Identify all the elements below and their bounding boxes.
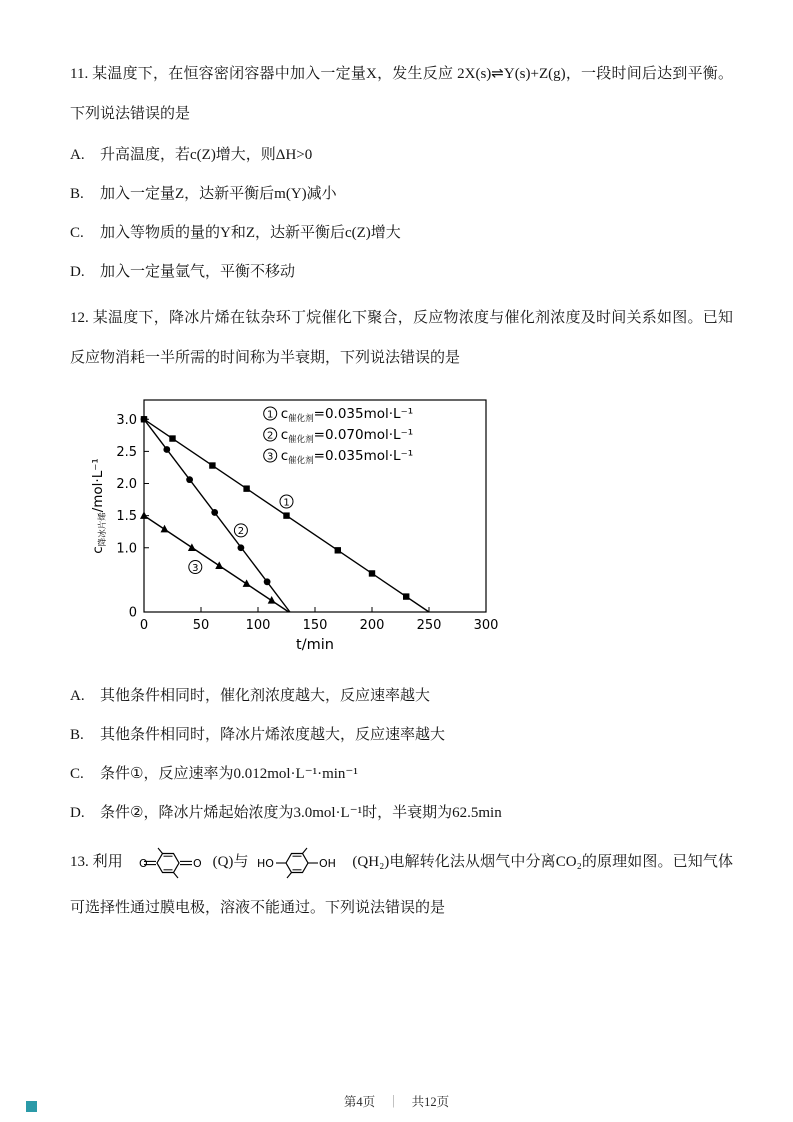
question-11-option-b xyxy=(70,175,733,214)
svg-text:c催化剂=0.035mol·L⁻¹: $c_{催化剂}=0.035mol\cdot L^{-1}$ xyxy=(280,406,414,424)
hydroquinone-structure xyxy=(255,845,347,881)
option-letter: D. xyxy=(70,805,85,821)
quinone-structure xyxy=(129,845,207,881)
question-13-text-end: (QH₂)电解转化法从烟气中分离CO₂的原理如图。已知气体可选择性通过膜电极，溶液不能通过。下列说法错误的是 xyxy=(70,854,733,916)
svg-text:2: 2 xyxy=(237,526,245,538)
option-letter: B. xyxy=(70,727,84,743)
svg-text:c降冰片烯/mol·L⁻¹: $c_{降冰片烯}/mol\cdot L^{-1}$ xyxy=(90,458,108,554)
svg-text:0: 0 xyxy=(128,605,137,621)
quinone-o-right-label: O xyxy=(192,856,202,870)
question-12-options xyxy=(70,677,733,833)
quinone-methyl-bond xyxy=(173,872,178,878)
svg-text:1: 1 xyxy=(267,409,274,421)
option-letter: A. xyxy=(70,147,85,163)
question-12-option-b xyxy=(70,716,733,755)
svg-text:c催化剂=0.070mol·L⁻¹: $c_{催化剂}=0.070mol\cdot L^{-1}$ xyxy=(280,427,414,445)
option-text: 其他条件相同时，催化剂浓度越大，反应速率越大 xyxy=(100,688,431,704)
question-12-option-d xyxy=(70,794,733,833)
svg-text:250: 250 xyxy=(416,618,442,633)
svg-text:1.0: 1.0 xyxy=(116,541,137,557)
question-13-q-label: (Q)与 xyxy=(212,854,249,870)
quinone-methyl-bond xyxy=(158,848,163,854)
hydroquinone-oh-label: OH xyxy=(318,856,336,870)
page-footer xyxy=(0,1092,793,1110)
question-11-option-a xyxy=(70,136,733,175)
svg-text:c催化剂=0.035mol·L⁻¹: $c_{催化剂}=0.035mol\cdot L^{-1}$ xyxy=(280,448,414,466)
option-text: 加入一定量Z，达新平衡后m(Y)减小 xyxy=(100,186,337,202)
hydroquinone-ho-label: HO xyxy=(256,856,274,870)
kinetics-chart-figure xyxy=(88,390,733,663)
svg-text:3.0: 3.0 xyxy=(116,412,137,428)
svg-text:2: 2 xyxy=(267,430,274,442)
question-11-option-c xyxy=(70,214,733,253)
kinetics-chart xyxy=(88,390,508,658)
svg-text:1.5: 1.5 xyxy=(116,509,137,525)
footer-page-number: 第4页 xyxy=(343,1095,376,1109)
option-letter: C. xyxy=(70,766,84,782)
svg-text:200: 200 xyxy=(359,618,385,633)
svg-text:300: 300 xyxy=(473,618,499,633)
option-text: 其他条件相同时，降冰片烯浓度越大，反应速率越大 xyxy=(100,727,446,743)
question-13-intro xyxy=(70,839,733,931)
question-12-option-a xyxy=(70,677,733,716)
question-11 xyxy=(70,54,733,292)
hydroquinone-methyl-bond xyxy=(287,872,292,878)
svg-text:3: 3 xyxy=(267,451,274,463)
svg-text:2.5: 2.5 xyxy=(116,444,137,460)
svg-text:3: 3 xyxy=(192,562,199,574)
option-letter: D. xyxy=(70,264,85,280)
option-letter: C. xyxy=(70,225,84,241)
svg-text:t/min: t/min xyxy=(296,637,334,653)
question-13-text-start: 13. 利用 xyxy=(70,854,123,870)
hydroquinone-methyl-bond xyxy=(302,848,307,854)
option-text: 升高温度，若c(Z)增大，则ΔH>0 xyxy=(100,147,313,163)
option-letter: B. xyxy=(70,186,84,202)
question-12 xyxy=(70,298,733,833)
question-11-intro: 11. 某温度下，在恒容密闭容器中加入一定量X，发生反应 2X(s)⇌Y(s)+Z(g)，一段时间后达到平衡。下列说法错误的是 xyxy=(70,66,733,122)
option-text: 加入一定量氩气，平衡不移动 xyxy=(100,264,296,280)
quinone-o-left-label: O xyxy=(138,856,148,870)
svg-text:100: 100 xyxy=(245,618,271,633)
svg-text:50: 50 xyxy=(192,618,210,633)
svg-text:150: 150 xyxy=(302,618,328,633)
question-13 xyxy=(70,839,733,931)
svg-text:2.0: 2.0 xyxy=(116,477,137,493)
option-text: 条件②，降冰片烯起始浓度为3.0mol·L⁻¹时，半衰期为62.5min xyxy=(100,805,502,821)
footer-total-pages: 共12页 xyxy=(411,1095,450,1109)
question-11-option-d xyxy=(70,253,733,292)
footer-separator: ｜ xyxy=(387,1095,400,1109)
option-text: 条件①，反应速率为0.012mol·L⁻¹·min⁻¹ xyxy=(100,766,358,782)
option-text: 加入等物质的量的Y和Z，达新平衡后c(Z)增大 xyxy=(100,225,401,241)
svg-text:0: 0 xyxy=(139,618,149,633)
svg-text:1: 1 xyxy=(283,497,290,509)
question-11-options xyxy=(70,136,733,292)
question-12-option-c xyxy=(70,755,733,794)
question-12-intro: 12. 某温度下，降冰片烯在钛杂环丁烷催化下聚合，反应物浓度与催化剂浓度及时间关系如图。已知反应物消耗一半所需的时间称为半衰期，下列说法错误的是 xyxy=(70,310,733,366)
option-letter: A. xyxy=(70,688,85,704)
